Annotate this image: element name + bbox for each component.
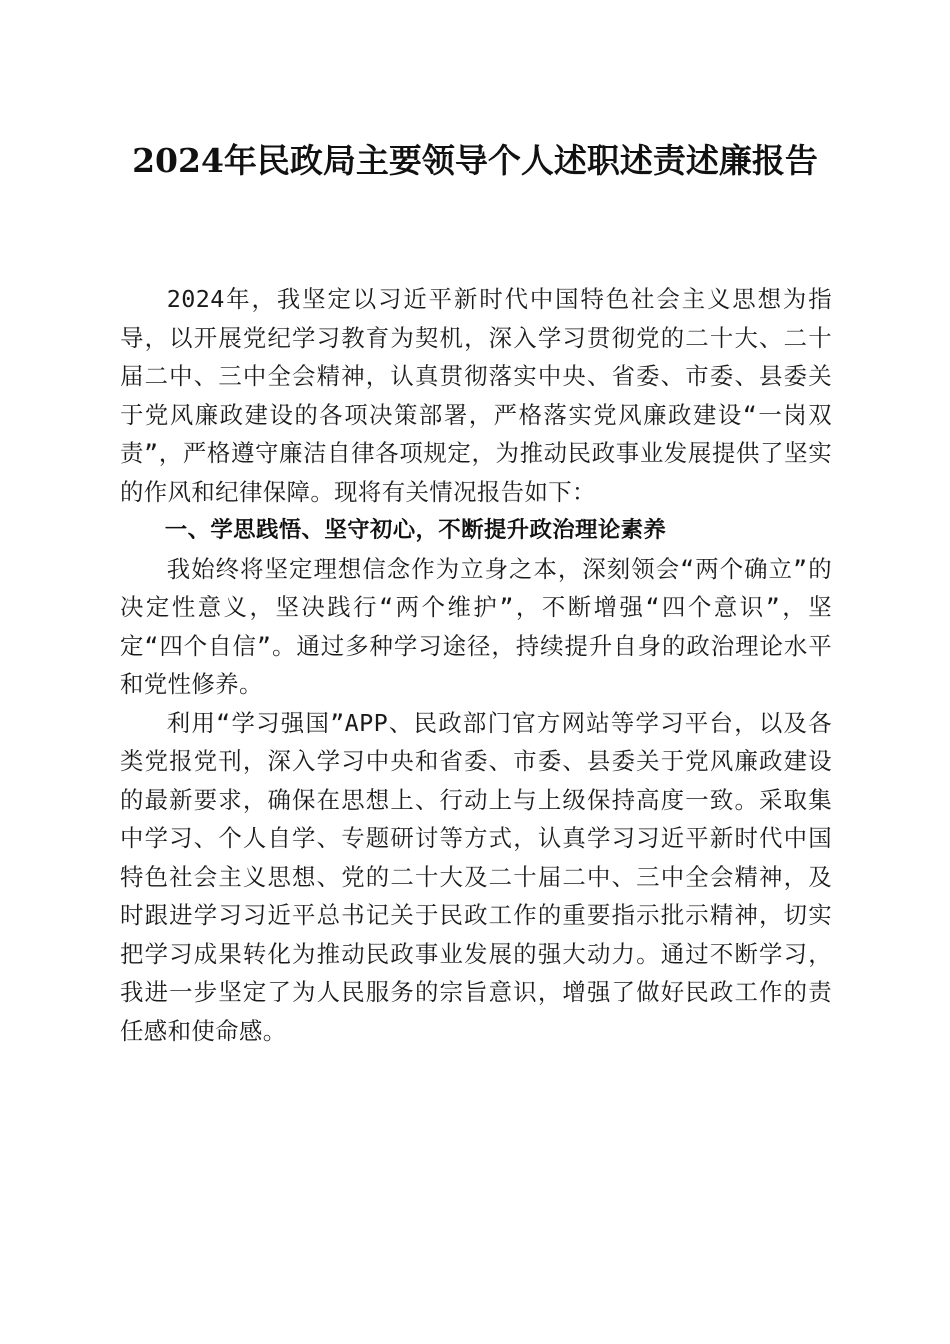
- section-1-paragraph-2: 利用“学习强国”APP、民政部门官方网站等学习平台，以及各类党报党刊，深入学习中央和省委、市委、县委关于党风廉政建设的最新要求，确保在思想上、行动上与上级保持高度一致。采取集中学习、个人自学、专题研讨等方式，认真学习习近平新时代中国特色社会主义思想、党的二十大及二十届二中、三中全会精神，及时跟进学习习近平总书记关于民政工作的重要指示批示精神，切实把学习成果转化为推动民政事业发展的强大动力。通过不断学习，我进一步坚定了为人民服务的宗旨意识，增强了做好民政工作的责任感和使命感。: [120, 708, 832, 1045]
- document-body: [120, 280, 832, 1050]
- intro-paragraph: 2024年，我坚定以习近平新时代中国特色社会主义思想为指导，以开展党纪学习教育为契机，深入学习贯彻党的二十大、二十届二中、三中全会精神，认真贯彻落实中央、省委、市委、县委关于党风廉政建设的各项决策部署，严格落实党风廉政建设“一岗双责”，严格遵守廉洁自律各项规定，为推动民政事业发展提供了坚实的作风和纪律保障。现将有关情况报告如下：: [120, 285, 832, 506]
- section-1-paragraph-1: 我始终将坚定理想信念作为立身之本，深刻领会“两个确立”的决定性意义，坚决践行“两个维护”，不断增强“四个意识”，坚定“四个自信”。通过多种学习途径，持续提升自身的政治理论水平和党性修养。: [120, 554, 832, 698]
- document-title: 2024年民政局主要领导个人述职述责述廉报告: [132, 141, 818, 180]
- section-heading-1: 一、学思践悟、坚守初心，不断提升政治理论素养: [164, 517, 667, 543]
